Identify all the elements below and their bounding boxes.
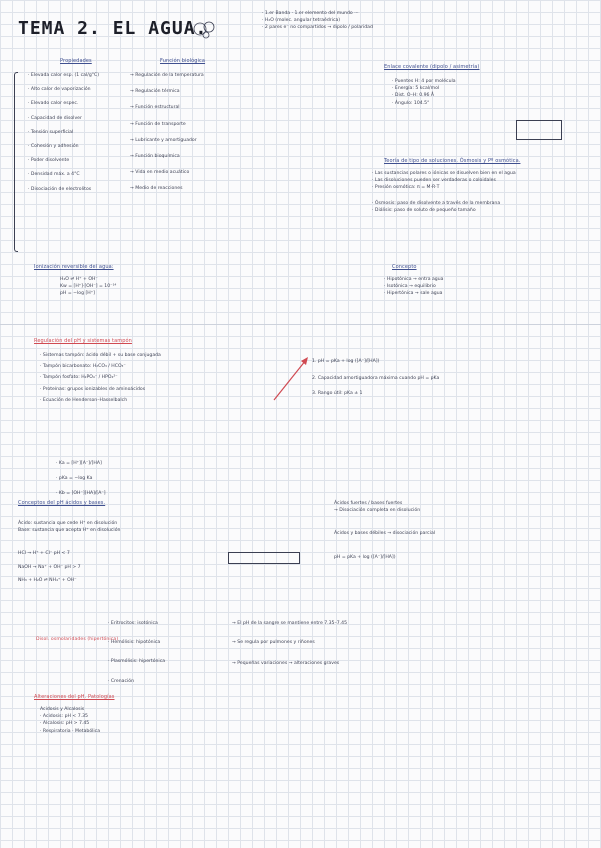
function-item: → Regulación de la temperatura xyxy=(130,73,204,78)
acid-list xyxy=(18,520,120,584)
solvent-item: · Presión osmótica: π = M·R·T xyxy=(372,185,440,191)
heading-osmotic: Disol. osmolaridades (hipertónica) xyxy=(36,637,119,642)
patho-item: · Acidosis: pH < 7.35 xyxy=(40,714,88,720)
acid-right-item: Ácidos y bases débiles → disociación parcial xyxy=(334,531,436,537)
heading-dipole: Enlace covalente (dipolo / asimetría) xyxy=(384,64,480,70)
heading-ph-regulation: Regulación del pH y sistemas tampón xyxy=(34,338,132,344)
bond-item: · Energía: 5 kcal/mol xyxy=(392,86,440,92)
patho-list xyxy=(40,706,100,735)
ka-item: · Ka = [H⁺][A⁻]/[HA] xyxy=(56,461,102,466)
patho-item: · Respiratoria · Metabólica xyxy=(40,728,101,734)
property-item: · Elevada calor esp. (1 cal/g°C) xyxy=(28,73,100,78)
henderson-item: 3. Rango útil: pKa ± 1 xyxy=(312,391,363,397)
intro-line: · 2 pares e⁻ no compartidos → dipolo / polaridad xyxy=(262,25,373,31)
intro-line: · H₂O (molec. angular tetraédrica) xyxy=(262,18,341,24)
function-item: → Función de transporte xyxy=(130,121,186,127)
function-list xyxy=(130,72,204,193)
osmotic-item: · Hemólisis: hipotónica xyxy=(108,640,161,646)
henderson-item: 2. Capacidad amortiguadora máxima cuando pH = pKa xyxy=(312,376,440,382)
henderson-list xyxy=(312,358,439,398)
formula-box xyxy=(228,552,300,564)
ka-item: · Kb = [OH⁻][HA]/[A⁻] xyxy=(56,491,106,497)
function-item: → Regulación térmica xyxy=(130,89,180,95)
bond-item: · Puentes H: 4 por molécula xyxy=(392,79,456,84)
osmotic-right-item: → Pequeñas variaciones → alteraciones graves xyxy=(232,661,340,667)
concept-item: · Isotónica → equilibrio xyxy=(384,284,436,290)
function-item: → Lubricante y amortiguador xyxy=(130,137,197,143)
buffer-item: · Tampón fosfato: H₂PO₄⁻ / HPO₄²⁻ xyxy=(40,375,118,381)
heading-concepts: Concepto xyxy=(392,264,417,270)
patho-item: · Alcalosis: pH > 7.45 xyxy=(40,721,90,727)
intro-notes xyxy=(262,10,373,32)
heading-ionization: Ionización reversible del agua: xyxy=(34,264,114,270)
solvent-item: · Las sustancias polares o iónicas se disuelven bien en el agua xyxy=(372,171,516,176)
acid-right-item: pH = pKa + log ([A⁻]/[HA]) xyxy=(334,554,396,560)
heading-biological: Función biológica xyxy=(160,58,206,64)
solvent-list xyxy=(372,170,516,214)
arrow-icon xyxy=(272,354,312,404)
buffer-item: · Ecuación de Henderson–Hasselbalch xyxy=(40,397,128,403)
ka-item: · pKa = −log Ka xyxy=(56,476,93,482)
heading-ph-alterations: Alteraciones del pH. Patologías xyxy=(34,694,115,700)
property-item: · Capacidad de disolver xyxy=(28,115,82,121)
property-item: · Tensión superficial xyxy=(28,129,74,135)
osmotic-right-item: → El pH de la sangre se mantiene entre 7.35–7.45 xyxy=(232,621,347,626)
property-item: · Disociación de electrolitos xyxy=(28,186,92,192)
acid-item: HCl → H⁺ + Cl⁻ pH < 7 xyxy=(18,551,70,557)
section-divider xyxy=(0,324,601,325)
heading-properties: Propiedades xyxy=(60,58,92,64)
bond-item: · Dist. O–H: 0.96 Å xyxy=(392,93,435,99)
osmotic-item: · Eritrocitos: isotónica xyxy=(108,621,158,626)
buffer-item: · Tampón bicarbonato: H₂CO₃ / HCO₃⁻ xyxy=(40,364,126,370)
property-item: · Alto calor de vaporización xyxy=(28,87,91,93)
property-item: · Poder disolvente xyxy=(28,158,70,164)
acid-item: NH₃ + H₂O ⇌ NH₄⁺ + OH⁻ xyxy=(18,577,77,583)
heading-solvent: Teoría de tipo de soluciones. Ósmosis y Pº osmótica. xyxy=(384,158,521,164)
acid-right-item: → Disociación completa en disolución xyxy=(334,508,421,514)
bond-list xyxy=(392,78,456,107)
osmotic-item: · Plasmólisis: hipertónica xyxy=(108,659,166,665)
intro-line: · 1.er Banda · 1.er elemento del mundo ··· xyxy=(262,11,359,16)
buffer-item: · Proteínas: grupos ionizables de aminoácidos xyxy=(40,386,146,392)
function-item: → Función estructural xyxy=(130,105,180,111)
heading-acids-bases: Conceptos del pH ácidos y bases. xyxy=(18,500,106,506)
acid-item: NaOH → Na⁺ + OH⁻ pH > 7 xyxy=(18,564,81,570)
property-item: · Elevado calor espec. xyxy=(28,101,79,107)
properties-bracket xyxy=(14,72,18,252)
osmotic-list xyxy=(108,620,165,685)
ionization-item: Kw = [H⁺]·[OH⁻] = 10⁻¹⁴ xyxy=(60,284,117,290)
function-item: → Medio de reacciones xyxy=(130,186,183,192)
note-box xyxy=(516,120,562,140)
function-item: → Vida en medio acuático xyxy=(130,170,190,176)
osmotic-right-item: → Se regula por pulmones y riñones xyxy=(232,640,315,646)
concepts-list xyxy=(384,276,443,298)
ka-list xyxy=(56,460,106,498)
property-item: · Cohesión y adhesión xyxy=(28,144,79,150)
solvent-item: · Diálisis: paso de soluto de pequeño tamaño xyxy=(372,207,476,213)
solvent-item: · Ósmosis: paso de disolvente a través de la membrana xyxy=(372,200,501,206)
acid-right-list xyxy=(334,500,435,561)
buffer-list xyxy=(40,352,161,404)
concept-item: · Hipertónica → sale agua xyxy=(384,291,443,297)
page-title: TEMA 2. EL AGUA. xyxy=(18,18,208,39)
ionization-item: H₂O ⇌ H⁺ + OH⁻ xyxy=(60,277,98,282)
acid-item: Ácido: sustancia que cede H⁺ en disolución xyxy=(18,521,118,526)
osmotic-item: · Crenación xyxy=(108,678,134,684)
ionization-item: pH = −log [H⁺] xyxy=(60,291,95,297)
bond-item: · Ángulo: 104.5° xyxy=(392,100,430,106)
concept-item: · Hipotónica → entra agua xyxy=(384,277,444,282)
patho-item: Acidosis y Alcalosis xyxy=(40,707,85,712)
function-item: → Función bioquímica xyxy=(130,154,180,160)
doodle-icon xyxy=(192,18,216,40)
ionization-list xyxy=(60,276,116,298)
henderson-item: 1. pH = pKa + log ([A⁻]/[HA]) xyxy=(312,359,380,364)
buffer-item: · Sistemas tampón: ácido débil + su base conjugada xyxy=(40,353,161,358)
osmotic-right-list xyxy=(232,620,347,668)
property-item: · Densidad máx. a 4°C xyxy=(28,172,80,178)
acid-item: Base: sustancia que acepta H⁺ en disolución xyxy=(18,528,121,534)
properties-list xyxy=(28,72,99,193)
acid-right-item: Ácidos fuertes / bases fuertes xyxy=(334,501,403,506)
solvent-item: · Las disoluciones pueden ser verdaderas o coloidales xyxy=(372,178,496,184)
